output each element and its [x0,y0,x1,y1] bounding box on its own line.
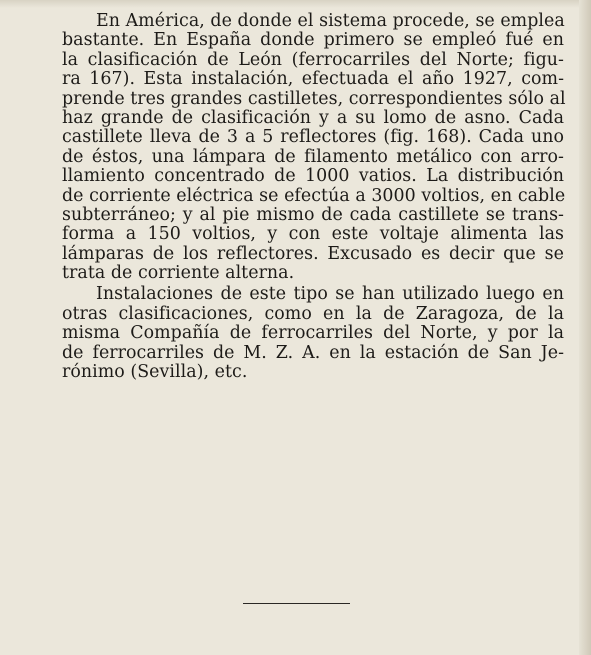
text-line: trata de corriente alterna. [62,263,295,284]
text-line: forma a 150 voltios, y con este voltaje alimenta las [62,224,564,245]
page-right-edge [579,0,591,655]
paragraph-2 [62,285,564,382]
text-line: En América, de donde el sistema procede, se emplea [96,11,565,31]
text-line: haz grande de clasificación y a su lomo de asno. Cada [62,107,564,128]
text-line: otras clasificaciones, como en la de Zaragoza, de la [62,303,564,324]
text-line: la clasificación de León (ferrocarriles del Norte; figu- [62,49,564,70]
text-line: llamiento concentrado de 1000 vatios. La distribución [62,166,564,187]
text-line: ra 167). Esta instalación, efectuada el año 1927, com- [62,69,564,90]
body-text [62,12,564,382]
text-line: bastante. En España donde primero se empleó fué en [62,30,564,51]
text-line: subterráneo; y al pie mismo de cada castillete se trans- [62,204,564,225]
text-line: de ferrocarriles de M. Z. A. en la estación de San Je- [62,342,564,363]
text-line: castillete lleva de 3 a 5 reflectores (fig. 168). Cada uno [62,127,564,148]
end-rule [243,603,350,604]
text-line: misma Compañía de ferrocarriles del Norte, y por la [62,323,564,344]
text-line: prende tres grandes castilletes, correspondientes sólo al [62,88,566,109]
page-top-edge [0,0,591,8]
text-line: rónimo (Sevilla), etc. [62,362,248,383]
paragraph-1 [62,12,564,283]
text-line: de éstos, una lámpara de filamento metálico con arro- [62,146,564,167]
text-line: Instalaciones de este tipo se han utilizado luego en [96,284,564,305]
text-line: lámparas de los reflectores. Excusado es decir que se [62,243,564,264]
text-line: de corriente eléctrica se efectúa a 3000 voltios, en cable [62,185,566,206]
